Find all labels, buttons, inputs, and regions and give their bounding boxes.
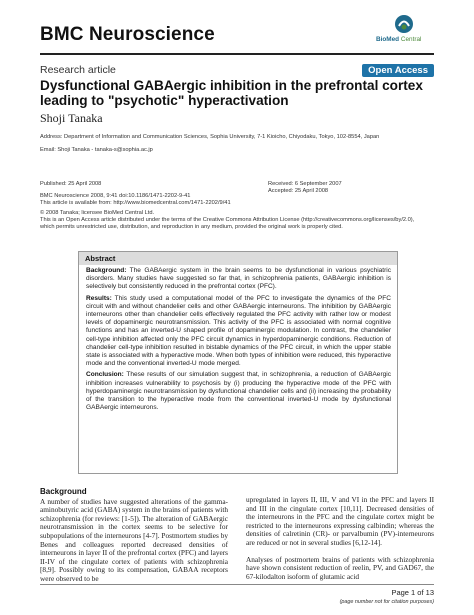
abstract-body [79,265,397,412]
license-terms-line: which permits unrestricted use, distribution, and reproduction in any medium, provided the original work is properly cited. [40,224,343,231]
abstract-results-label: Results: [86,294,112,302]
abstract-heading: Abstract [79,252,397,265]
citation-line: BMC Neuroscience 2008, 9:41 doi:10.1186/1471-2202-9-41 [40,193,191,200]
article-title: Dysfunctional GABAergic inhibition in the prefrontal cortex leading to "psychotic" hyperactivation [40,78,423,108]
journal-title: BMC Neuroscience [40,24,215,45]
body-column-right [246,496,434,581]
publication-info-left [40,181,240,208]
publication-info-right [268,181,438,195]
publisher-main: BioMed [376,36,400,43]
abstract-results-text: This study used a computational model of the PFC to investigate the dynamics of the PFC circuit with and without chandelier cells and other GABAergic interneurons. The inhibition by GABAergic interneurons other than chandelier cells effectively regulated the PFC activity with rather low or modest levels of dopaminergic neurotransmission. This activity of the PFC is associated with normal cognitive functions and has an inverted-U shaped profile of dopaminergic modulation. In contrast, the chandelier cell-type inhibition affected only the PFC circuit dynamics in hyperdopaminergic conditions. Reduction of chandelier cell-type inhibition resulted in bistable dynamics of the PFC circuit, in which the upper stable state is associated with a hyperactive mode. When both types of inhibition were reduced, this hyperactive mode and the conventional inverted-U mode merged. [86,294,391,368]
abstract-background-label: Background: [86,267,127,274]
abstract-conclusion-label: Conclusion: [86,371,124,379]
header-divider [40,53,434,55]
footer-divider [40,584,434,585]
copyright-line: © 2008 Tanaka; licensee BioMed Central Ltd. [40,210,155,216]
license-line: This is an Open Access article distributed under the terms of the Creative Commons Attribution License (http://creativecommons.org/licenses/by/2.0), [40,217,415,224]
author-email: Email: Shoji Tanaka - tanaka-s@sophia.ac.jp [40,147,153,153]
abstract-box [78,251,398,474]
body-paragraph-1: upregulated in layers II, III, V and VI in the PFC and layers II and III in the cingulate cortex [10,11]. Decreased densities of the interneurons in the PFC and the cingulate cortex might be restricted to the interneurons expressing calbindin; whereas the densities of calretinin (CR)- or parvalbumin (PV)-interneurons are reduced or not in several studies [6,12-14]. [246,495,434,547]
article-type-label: Research article [40,64,116,76]
accepted-date: Accepted: 25 April 2008 [268,188,329,195]
background-heading: Background [40,487,87,496]
body-column-left [40,488,228,584]
publisher-sub: Central [400,36,422,43]
published-date: Published: 25 April 2008 [40,181,102,187]
copyright-notice [40,210,440,232]
body-paragraph-2: Analyses of postmortem brains of patients with schizophrenia have shown consistent reduction of reelin, PV, and GAD67, the 67-kilodalton isoform of glutamic acid [246,554,434,581]
abstract-background [86,267,391,292]
received-date: Received: 6 September 2007 [268,181,342,187]
abstract-background-text: The GABAergic system in the brain seems to be dysfunctional in various psychiatric disorders. Many studies have suggested so far that, in schizophrenia patients, GABAergic inhibition is selectively but consistently reduced in the prefrontal cortex (PFC). [86,267,392,291]
biomed-central-logo-icon [394,14,414,34]
background-paragraph: A number of studies have suggested alterations of the gamma-aminobutyric acid (GABA) system in the brains of patients with schizophrenia (for reviews: [1-5]). The alteration of GABAergic neurotransmission in the cortex seems to be selective for subpopulations of the interneurons [4-7]. Postmortem studies by Benes and colleagues reported decreased densities of interneurons in layer II of the prefrontal cortex (PFC) and layers II-IV of the cingulate cortex of patients with schizophrenia [8,9]. Possibly owing to its compensation, GABAA receptors were observed to be [40,496,228,583]
page-note: (page number not for citation purposes) [339,599,434,605]
publisher-logo [376,14,436,48]
article-url[interactable]: This article is available from: http://www.biomedcentral.com/1471-2202/9/41 [40,200,231,207]
abstract-conclusion-text: These results of our simulation suggest that, in schizophrenia, a reduction of GABAergic inhibition increases vulnerability to psychosis by (i) producing the hyperactive mode of the PFC with hyperdopaminergic neurotransmission by dysfunctional chandelier cells and (ii) increasing the probability of the transition to the hyperactive mode from the conventional inverted-U mode by dysfunctional GABAergic interneurons. [86,371,391,412]
publisher-name [376,36,421,43]
abstract-results [86,295,391,369]
author-address: Address: Department of Information and Communication Sciences, Sophia University, 7-1 Kioicho, Chiyodaku, Tokyo, 102-8554, Japan [40,134,380,140]
page-number: Page 1 of 13 [391,588,434,597]
article-author: Shoji Tanaka [40,111,103,125]
open-access-badge: Open Access [362,64,434,77]
abstract-conclusion [86,371,391,412]
